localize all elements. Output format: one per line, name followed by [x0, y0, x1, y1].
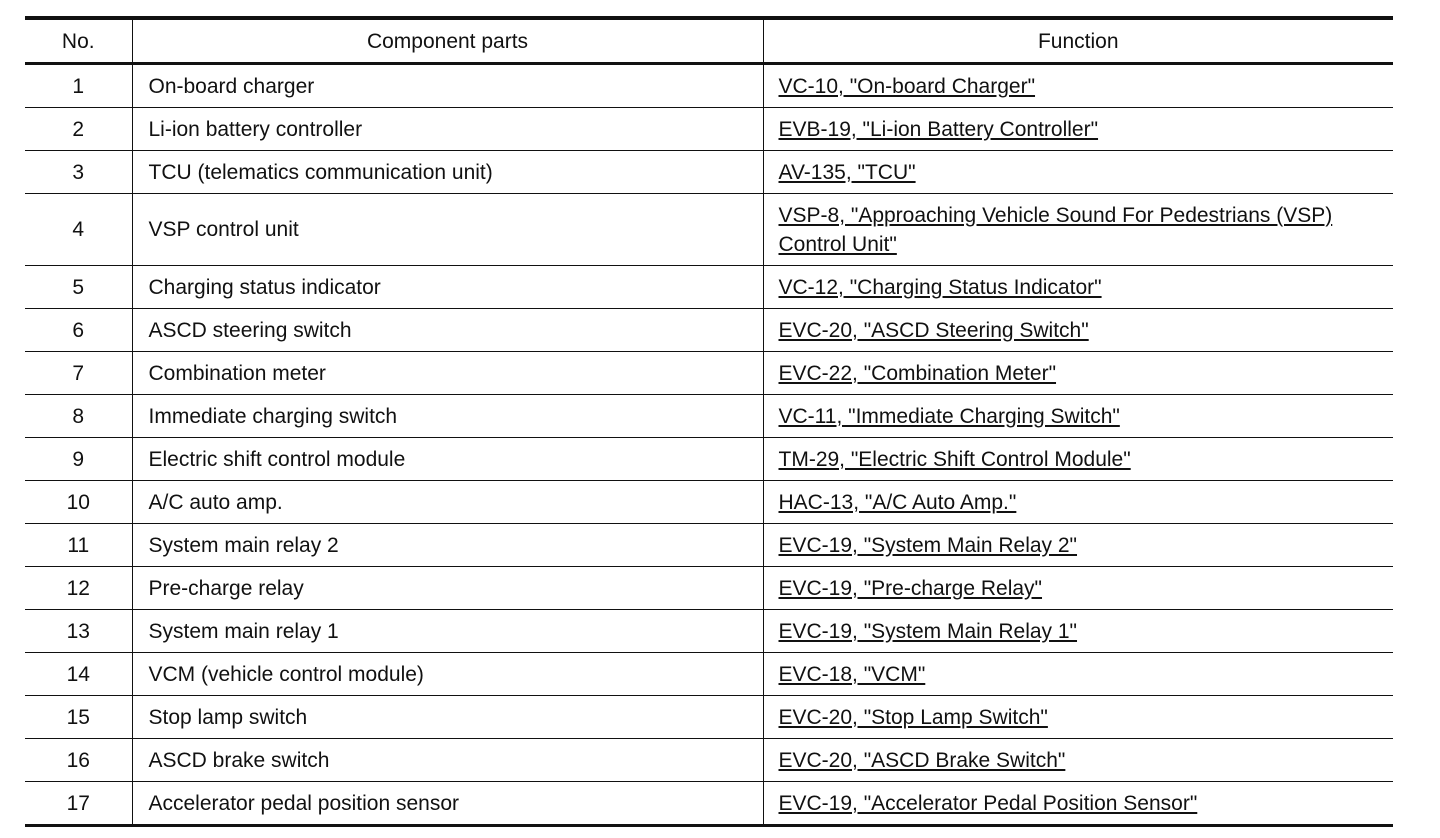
header-component-parts: Component parts	[132, 18, 763, 64]
row-number: 8	[25, 395, 132, 438]
row-number: 16	[25, 739, 132, 782]
function-reference-link[interactable]: HAC-13, "A/C Auto Amp."	[778, 490, 1017, 514]
row-number: 7	[25, 352, 132, 395]
component-part-name: TCU (telematics communication unit)	[132, 151, 763, 194]
component-parts-table-container	[25, 16, 1393, 827]
table-row	[25, 438, 1393, 481]
component-part-name: Combination meter	[132, 352, 763, 395]
row-number: 10	[25, 481, 132, 524]
table-header	[25, 18, 1393, 64]
function-reference-link[interactable]: VC-12, "Charging Status Indicator"	[778, 275, 1102, 299]
function-cell	[763, 481, 1393, 524]
function-cell	[763, 352, 1393, 395]
component-part-name: VCM (vehicle control module)	[132, 653, 763, 696]
component-part-name: Accelerator pedal position sensor	[132, 782, 763, 826]
function-reference-link[interactable]: EVC-19, "Pre-charge Relay"	[778, 576, 1043, 600]
component-part-name: VSP control unit	[132, 194, 763, 266]
component-part-name: A/C auto amp.	[132, 481, 763, 524]
component-part-name: System main relay 1	[132, 610, 763, 653]
function-reference-link[interactable]: EVC-18, "VCM"	[778, 662, 926, 686]
function-cell	[763, 266, 1393, 309]
table-row	[25, 151, 1393, 194]
function-reference-link[interactable]: EVC-20, "ASCD Steering Switch"	[778, 318, 1089, 342]
component-part-name: System main relay 2	[132, 524, 763, 567]
function-cell	[763, 64, 1393, 108]
row-number: 11	[25, 524, 132, 567]
component-part-name: Stop lamp switch	[132, 696, 763, 739]
component-part-name: Electric shift control module	[132, 438, 763, 481]
row-number: 17	[25, 782, 132, 826]
row-number: 1	[72, 74, 85, 98]
table-row	[25, 194, 1393, 266]
row-number: 4	[25, 194, 132, 266]
table-row	[25, 266, 1393, 309]
table-row	[25, 739, 1393, 782]
component-part-name: Charging status indicator	[132, 266, 763, 309]
function-cell	[763, 567, 1393, 610]
table-row	[25, 64, 1393, 108]
component-part-name: On-board charger	[132, 64, 763, 108]
function-cell	[763, 438, 1393, 481]
row-number: 14	[25, 653, 132, 696]
table-row	[25, 782, 1393, 826]
table-body	[25, 64, 1393, 826]
function-cell	[763, 610, 1393, 653]
row-number: 15	[25, 696, 132, 739]
component-part-name: ASCD brake switch	[132, 739, 763, 782]
component-part-name: Li-ion battery controller	[132, 108, 763, 151]
function-reference-link[interactable]: VSP-8, "Approaching Vehicle Sound For Pedestrians (VSP) Control Unit"	[778, 203, 1333, 256]
function-cell	[763, 395, 1393, 438]
table-row	[25, 395, 1393, 438]
function-cell	[763, 653, 1393, 696]
table-row	[25, 567, 1393, 610]
header-row	[25, 18, 1393, 64]
function-cell	[763, 151, 1393, 194]
function-reference-link[interactable]: VC-11, "Immediate Charging Switch"	[778, 404, 1120, 428]
function-cell	[763, 524, 1393, 567]
function-reference-link[interactable]: EVC-20, "Stop Lamp Switch"	[778, 705, 1048, 729]
row-number: 12	[25, 567, 132, 610]
table-row	[25, 610, 1393, 653]
function-reference-link[interactable]: EVC-19, "System Main Relay 2"	[778, 533, 1078, 557]
row-number: 3	[25, 151, 132, 194]
function-reference-link[interactable]: EVC-19, "System Main Relay 1"	[778, 619, 1078, 643]
table-row	[25, 309, 1393, 352]
table-row	[25, 524, 1393, 567]
function-cell	[763, 309, 1393, 352]
function-reference-link[interactable]: EVB-19, "Li-ion Battery Controller"	[778, 117, 1099, 141]
row-number: 2	[25, 108, 132, 151]
row-number: 6	[25, 309, 132, 352]
function-cell	[763, 782, 1393, 826]
component-part-name: Immediate charging switch	[132, 395, 763, 438]
table-row	[25, 653, 1393, 696]
function-cell	[763, 194, 1393, 266]
table-row	[25, 108, 1393, 151]
component-part-name: Pre-charge relay	[132, 567, 763, 610]
table-row	[25, 352, 1393, 395]
function-reference-link[interactable]: EVC-20, "ASCD Brake Switch"	[778, 748, 1066, 772]
function-cell	[763, 696, 1393, 739]
function-reference-link[interactable]: EVC-19, "Accelerator Pedal Position Sensor"	[778, 791, 1198, 815]
table-row	[25, 696, 1393, 739]
row-number: 9	[25, 438, 132, 481]
header-function: Function	[763, 18, 1393, 64]
function-reference-link[interactable]: TM-29, "Electric Shift Control Module"	[778, 447, 1131, 471]
row-number: 13	[25, 610, 132, 653]
function-reference-link[interactable]: AV-135, "TCU"	[778, 160, 916, 184]
row-number: 5	[25, 266, 132, 309]
function-cell	[763, 108, 1393, 151]
component-parts-table	[25, 16, 1393, 827]
header-no: No.	[25, 18, 132, 64]
function-cell	[763, 739, 1393, 782]
function-reference-link[interactable]: EVC-22, "Combination Meter"	[778, 361, 1057, 385]
function-reference-link[interactable]: VC-10, "On-board Charger"	[778, 74, 1036, 98]
component-part-name: ASCD steering switch	[132, 309, 763, 352]
table-row	[25, 481, 1393, 524]
